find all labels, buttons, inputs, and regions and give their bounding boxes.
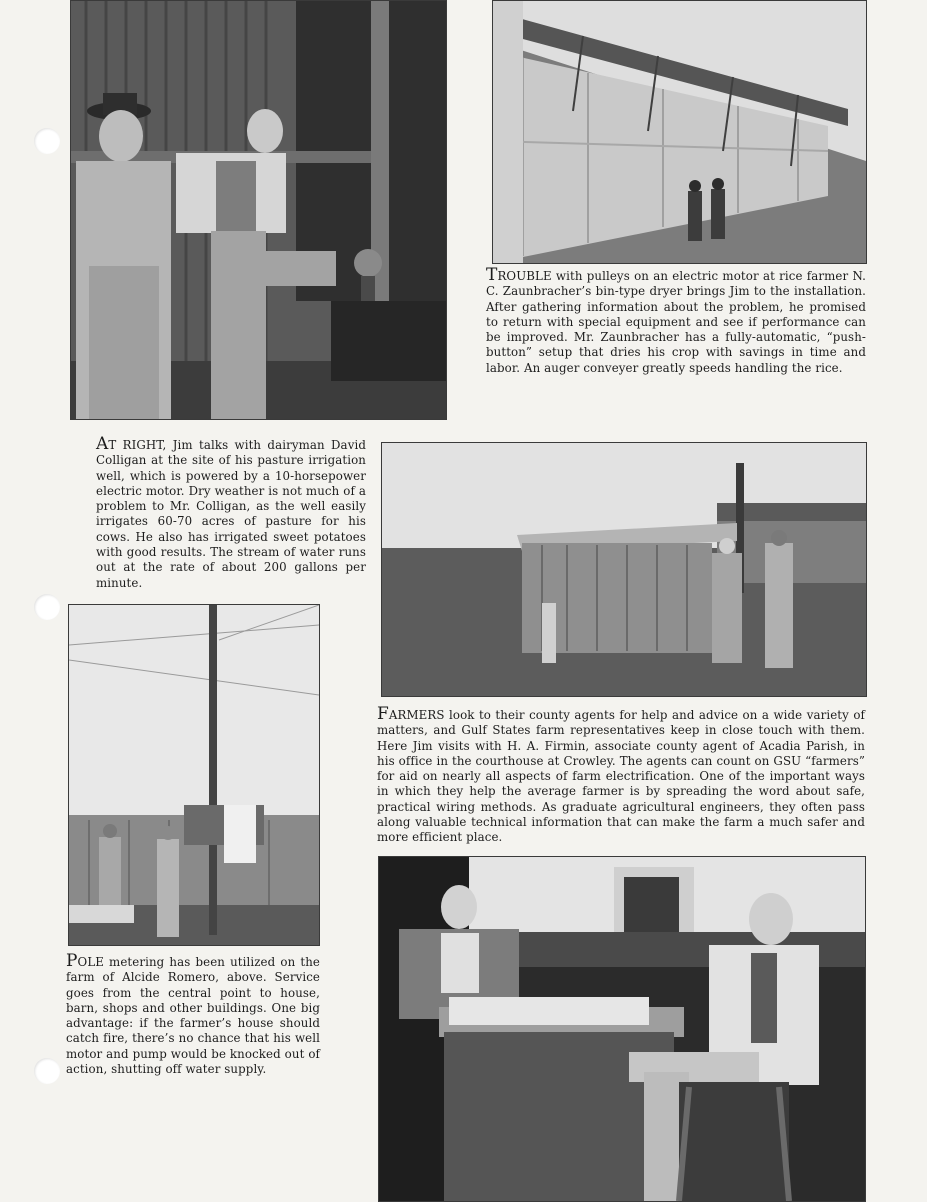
lead-word: ROUBLE: [497, 269, 552, 283]
binder-hole: [34, 594, 60, 620]
photo-rice-dryer-bins: [492, 0, 867, 264]
photo-pole-metering: [68, 604, 320, 946]
caption-dairyman: [96, 434, 366, 591]
drop-cap: P: [66, 951, 78, 971]
lead-word: ARMERS: [388, 708, 445, 722]
drop-cap: T: [486, 265, 498, 285]
drop-cap: F: [377, 704, 389, 724]
lead-word: T RIGHT: [108, 438, 163, 452]
caption-text: metering has been utilized on the farm of Alcide Romero, above. Service goes from the central point to house, barn, shops and other buildings. One big advantage: if the farmer’s house should catch fire, there’s no chance that his well motor and pump would be knocked out of action, shutting off water supply.: [66, 955, 320, 1077]
lead-word: OLE: [77, 955, 104, 969]
drop-cap: A: [96, 434, 109, 454]
caption-farmers: [377, 704, 865, 846]
binder-hole: [34, 1058, 60, 1084]
photo-pump-shed: [381, 442, 867, 697]
binder-hole: [34, 128, 60, 154]
caption-pole-metering: [66, 951, 320, 1077]
photo-county-agent-office: [378, 856, 866, 1202]
caption-text: look to their county agents for help and advice on a wide variety of matters, and Gulf States farm representatives keep in close touch with them. Here Jim visits with H. A. Firmin, associate county agent of Acadia Parish, in his office in the courthouse at Crowley. The agents can count on GSU “farmers” for aid on nearly all aspects of farm electrification. One of the important ways in which they help the average farmer is by spreading the word about safe, practical wiring methods. As graduate agricultural engineers, they often pass along valuable technical information that can make the farm a much safer and more efficient place.: [377, 708, 865, 845]
caption-text: , Jim talks with dairyman David Colligan at the site of his pasture irrigation well, which is powered by a 10-horsepower electric motor. Dry weather is not much of a problem to Mr. Colligan, as the well easily irrigates 60-70 acres of pasture for his cows. He also has irrigated sweet potatoes with good results. The stream of water runs out at the rate of about 200 gallons per minute.: [96, 438, 366, 590]
caption-text: with pulleys on an electric motor at rice farmer N. C. Zaunbracher’s bin-type dryer brings Jim to the installation. After gathering information about the problem, he promised to return with special equipment and see if performance can be improved. Mr. Zaunbracher has a fully-automatic, “push-button” setup that dries his crop with savings in time and labor. An auger conveyer greatly speeds handling the rice.: [486, 269, 866, 375]
caption-dryer: [486, 265, 866, 376]
photo-irrigation-well-men: [70, 0, 447, 420]
